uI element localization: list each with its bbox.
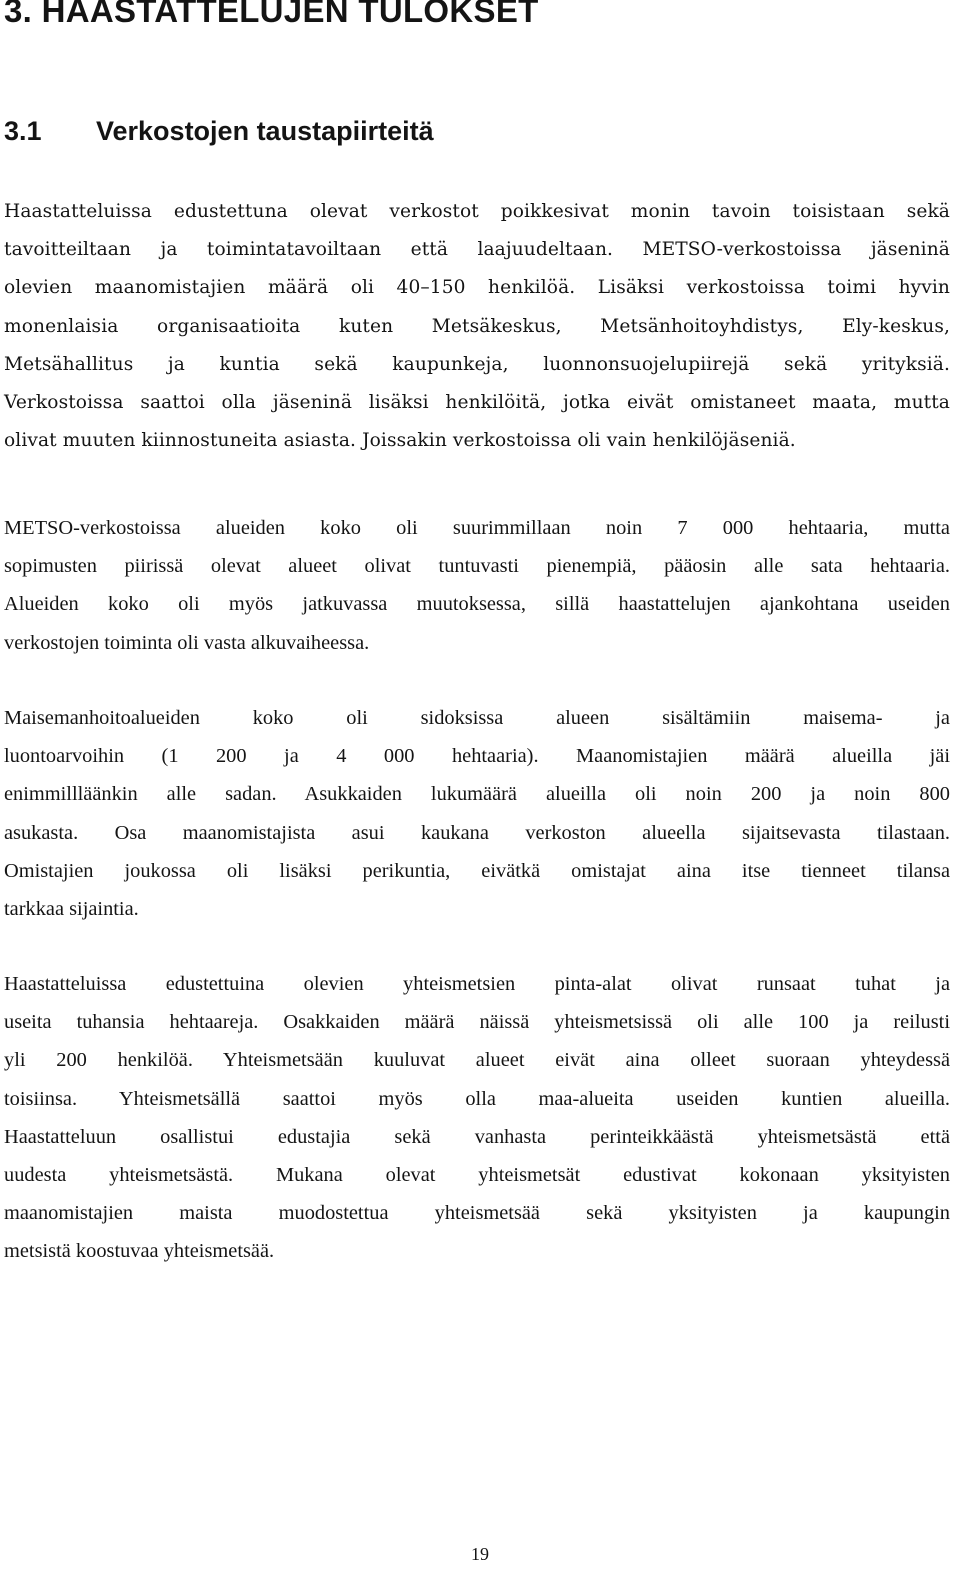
section-title: Verkostojen taustapiirteitä xyxy=(96,116,434,146)
paragraph-line: Verkostoissa saattoi olla jäseninä lisäksi henkilöitä, jotka eivät omistaneet maata, mutta xyxy=(4,392,950,414)
paragraph-line: metsistä koostuvaa yhteismetsää. xyxy=(4,1240,275,1263)
paragraph-line: uudesta yhteismetsästä. Mukana olevat yhteismetsät edustivat kokonaan yksityisten xyxy=(4,1164,950,1187)
paragraph-line: Haastatteluissa edustettuina olevien yhteismetsien pinta-alat olivat runsaat tuhat ja xyxy=(4,973,950,995)
paragraph-line: tavoitteiltaan ja toimintatavoiltaan että laajuudeltaan. METSO-verkostoissa jäseninä xyxy=(4,239,950,261)
paragraph-line: monenlaisia organisaatioita kuten Metsäkeskus, Metsänhoitoyhdistys, Ely-keskus, xyxy=(4,315,950,337)
paragraph-line: Alueiden koko oli myös jatkuvassa muutoksessa, sillä haastattelujen ajankohtana useiden xyxy=(4,593,950,616)
paragraph-line: olivat muuten kiinnostuneita asiasta. Joissakin verkostoissa oli vain henkilöjäseniä. xyxy=(4,430,796,452)
paragraph-line: verkostojen toiminta oli vasta alkuvaiheessa. xyxy=(4,631,370,654)
chapter-heading: 3. HAASTATTELUJEN TULOKSET xyxy=(4,0,539,29)
section-heading xyxy=(4,116,434,146)
paragraph-line: Maisemanhoitoalueiden koko oli sidoksissa alueen sisältämiin maisema- ja xyxy=(4,707,950,729)
paragraph-line: useita tuhansia hehtaareja. Osakkaiden määrä näissä yhteismetsissä oli alle 100 ja reilusti xyxy=(4,1011,950,1034)
paragraph-line: Haastatteluissa edustettuna olevat verkostot poikkesivat monin tavoin toisistaan sekä xyxy=(4,201,950,222)
paragraph-2 xyxy=(4,509,950,662)
paragraph-line: toisiinsa. Yhteismetsällä saattoi myös olla maa-alueita useiden kuntien alueilla. xyxy=(4,1087,950,1110)
paragraph-1 xyxy=(4,193,950,460)
paragraph-line: luontoarvoihin (1 200 ja 4 000 hehtaaria). Maanomistajien määrä alueilla jäi xyxy=(4,745,950,768)
section-number: 3.1 xyxy=(4,116,42,146)
paragraph-line: asukasta. Osa maanomistajista asui kaukana verkoston alueella sijaitsevasta tilastaan. xyxy=(4,821,950,844)
paragraph-line: yli 200 henkilöä. Yhteismetsään kuuluvat alueet eivät aina olleet suoraan yhteydessä xyxy=(4,1049,950,1072)
paragraph-line: METSO-verkostoissa alueiden koko oli suurimmillaan noin 7 000 hehtaaria, mutta xyxy=(4,517,950,539)
paragraph-line: sopimusten piirissä olevat alueet olivat tuntuvasti pienempiä, pääosin alle sata hehtaaria. xyxy=(4,555,950,578)
paragraph-line: Omistajien joukossa oli lisäksi perikuntia, eivätkä omistajat aina itse tienneet tilansa xyxy=(4,859,950,882)
paragraph-line: Haastatteluun osallistui edustajia sekä vanhasta perinteikkäästä yhteismetsästä että xyxy=(4,1125,950,1148)
paragraph-line: tarkkaa sijaintia. xyxy=(4,898,139,921)
paragraph-3 xyxy=(4,699,950,928)
paragraph-4 xyxy=(4,965,950,1271)
paragraph-line: maanomistajien maista muodostettua yhteismetsää sekä yksityisten ja kaupungin xyxy=(4,1202,950,1225)
page-number: 19 xyxy=(471,1544,489,1564)
paragraph-line: Metsähallitus ja kuntia sekä kaupunkeja, luonnonsuojelupiirejä sekä yrityksiä. xyxy=(4,353,950,375)
paragraph-line: enimmillläänkin alle sadan. Asukkaiden lukumäärä alueilla oli noin 200 ja noin 800 xyxy=(4,783,950,806)
paragraph-line: olevien maanomistajien määrä oli 40–150 henkilöä. Lisäksi verkostoissa toimi hyvin xyxy=(4,277,950,299)
